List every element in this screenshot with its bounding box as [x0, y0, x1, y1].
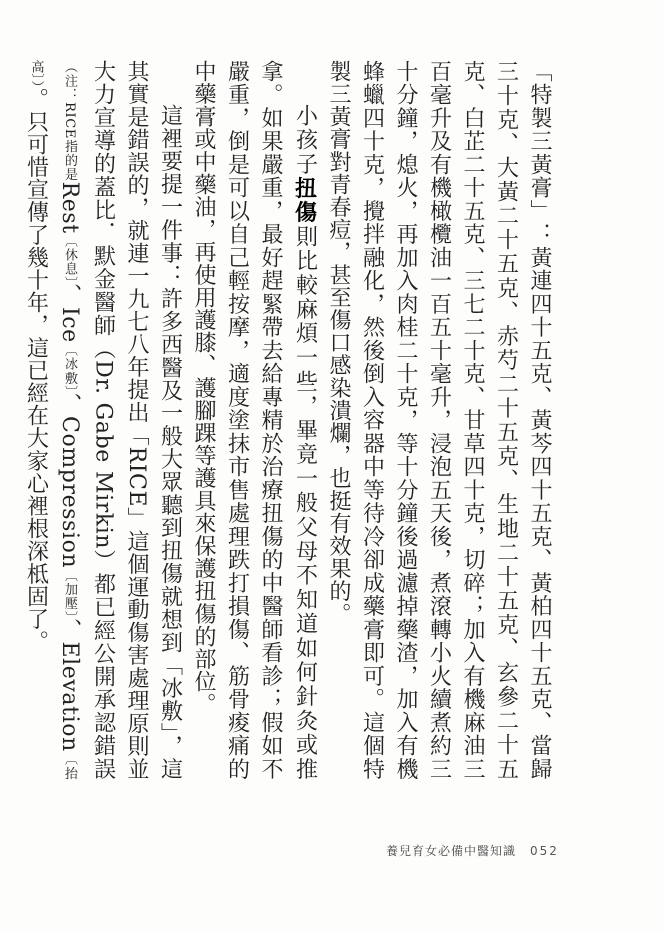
text-span: 、	[57, 618, 82, 642]
book-title: 養兒育女必備中醫知識	[386, 844, 517, 858]
text-span: 、	[57, 392, 82, 417]
text-span: 這裡要提一件事：許多西醫及一般大眾聽到扭傷就想到「冰敷」，這其實是錯誤的，就連一九七八年提出「RICE」這個運動傷害處理原則並大力宣導的蓋比．默金醫師（	[90, 60, 183, 780]
latin-term: Elevation	[57, 641, 82, 752]
latin-term: Compression	[57, 416, 82, 569]
text-span: 則比較麻煩一些，畢竟一般父母不知道如何針灸或推拿。如果嚴重，最好趕緊帶去給專精於治療扭傷的中醫師看診；假如不嚴重，倒是可以自己輕按摩，適度塗抹市售處理跌打損傷、筋骨痠痛的中藥膏或中藥油，再使用護膝、護腳踝等護具來保護扭傷的部位。	[191, 60, 318, 780]
text-span: 、	[57, 283, 82, 307]
annotation: 〔冰敷〕	[62, 342, 77, 393]
page-number: 052	[530, 844, 559, 858]
text-span: ）都已經公開承認錯誤	[90, 549, 116, 780]
latin-name: Dr. Gabe Mirkin	[90, 360, 116, 550]
text-span: 小孩子	[292, 104, 318, 177]
keyword-sprain: 扭傷	[291, 176, 318, 226]
annotation: 〔抬高〕）	[28, 60, 77, 780]
latin-term: Rest	[57, 181, 82, 234]
body-text	[23, 60, 556, 780]
latin-term: Ice	[57, 306, 82, 343]
annotation: 〔休息〕	[62, 233, 77, 284]
annotation: 〔加壓〕	[62, 568, 77, 619]
annotation: （注：RICE指的是	[62, 60, 77, 182]
page-footer	[386, 842, 559, 859]
paragraph-sprain	[187, 60, 322, 780]
paragraph-rice	[19, 60, 187, 780]
text-span: 。只可惜宣傳了幾十年，這已經在大家心裡根深柢固了。	[23, 87, 49, 653]
paragraph-ointment-recipe: 「特製三黃膏」：黃連四十五克、黃芩四十五克、黃柏四十五克、當歸三十克、大黃二十五克、赤芍二十五克、生地二十五克、玄參二十五克、白芷二十五克、三七二十克、甘草四十克，切碎；加入有機麻油三百毫升及有機橄欖油一百五十毫升，浸泡五天後，煮滾轉小火續煮約三十分鐘，熄火，再加入肉桂二十克，等十分鐘後過濾掉藥渣，加入有機蜂蠟四十克，攪拌融化，然後倒入容器中等待冷卻成藥膏即可。這個特製三黃膏對青春痘，甚至傷口感染潰爛，也挺有效果的。	[326, 60, 552, 780]
